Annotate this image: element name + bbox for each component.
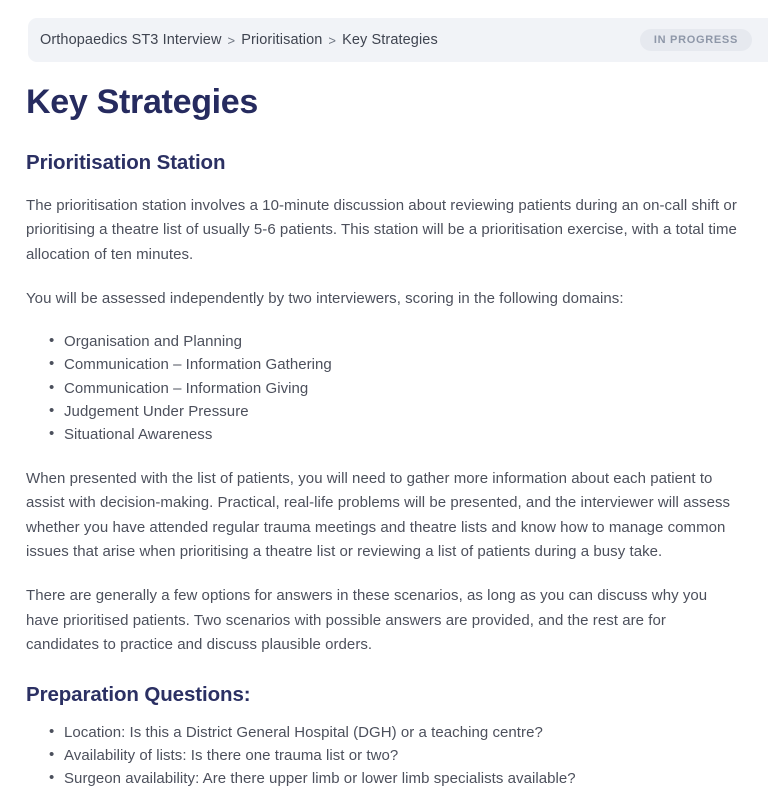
section-heading-preparation-questions: Preparation Questions:	[26, 683, 251, 707]
list-item: • Situational Awareness	[64, 424, 740, 447]
breadcrumb-bar	[28, 18, 768, 62]
list-item: • Location: Is this a District General Hospital (DGH) or a teaching centre?	[64, 722, 740, 745]
domain-list	[26, 331, 740, 447]
list-item: • Communication – Information Gathering	[64, 354, 740, 377]
paragraph-assessment-intro: You will be assessed independently by two interviewers, scoring in the following domains:	[26, 289, 624, 307]
breadcrumb-item-section[interactable]: Prioritisation	[241, 32, 323, 48]
breadcrumb	[40, 32, 438, 48]
section-heading-prioritisation-station: Prioritisation Station	[26, 151, 226, 175]
main-content	[26, 84, 740, 811]
breadcrumb-separator-icon: >	[328, 32, 337, 48]
paragraph-station-overview: The prioritisation station involves a 10-minute discussion about reviewing patients during an on-call shift or prioritising a theatre list of usually 5-6 patients. This station will be a prioritisation exercise, with a total time allocation of ten minutes.	[26, 196, 737, 263]
breadcrumb-item-current: Key Strategies	[342, 32, 438, 48]
list-item: • Communication – Information Giving	[64, 378, 740, 401]
breadcrumb-separator-icon: >	[227, 32, 236, 48]
paragraph-information-gathering: When presented with the list of patients, you will need to gather more information about each patient to assist with decision-making. Practical, real-life problems will be presented, and the interviewer will assess whether you have attended regular trauma meetings and theatre lists and know how to manage common issues that arise when prioritising a theatre list or reviewing a list of patients during a busy take.	[26, 470, 731, 561]
paragraph-answer-options: There are generally a few options for answers in these scenarios, as long as you can discuss why you have prioritised patients. Two scenarios with possible answers are provided, and the rest are for candidates to practice and discuss plausible orders.	[26, 587, 708, 653]
list-item: • Surgeon availability: Are there upper limb or lower limb specialists available?	[64, 768, 740, 791]
preparation-questions-list	[26, 722, 740, 791]
list-item: • Judgement Under Pressure	[64, 401, 740, 424]
list-item: • Availability of lists: Is there one trauma list or two?	[64, 745, 740, 768]
breadcrumb-item-course[interactable]: Orthopaedics ST3 Interview	[40, 32, 222, 48]
page-title: Key Strategies	[26, 83, 259, 121]
status-badge: IN PROGRESS	[640, 29, 752, 51]
list-item: • Organisation and Planning	[64, 331, 740, 354]
